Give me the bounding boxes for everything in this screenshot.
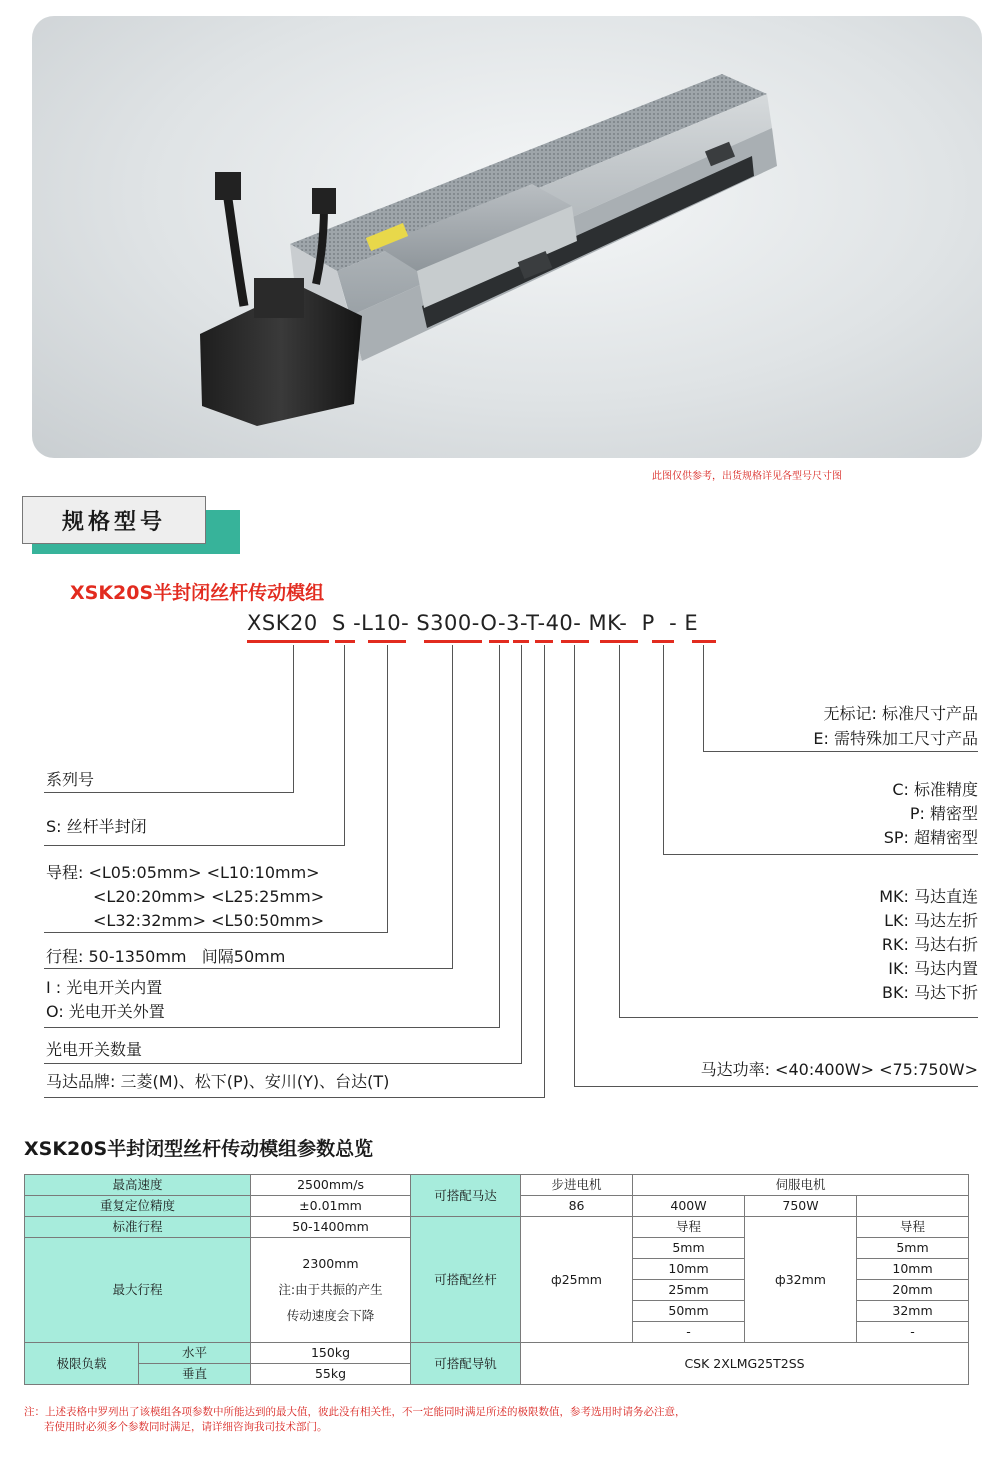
leader-sensorqty-v: [521, 645, 522, 1063]
cell-horizontal-label: 水平: [139, 1343, 251, 1364]
cell-lead-header-b: 导程: [857, 1217, 969, 1238]
label-no-mark: 无标记: 标准尺寸产品: [823, 704, 978, 723]
label-lead-2: <L20:20mm> <L25:25mm>: [93, 887, 325, 906]
cell-dia-b: ф32mm: [745, 1217, 857, 1343]
max-stroke-value: 2300mm: [302, 1256, 359, 1271]
underline-custom: [692, 640, 716, 643]
model-code: XSK20 S -L10- S300-O-3-T-40- MK- P - E: [247, 611, 699, 635]
underline-mount: [600, 640, 638, 643]
cell-lead-a-0: 5mm: [633, 1238, 745, 1259]
leader-custom-v: [703, 645, 704, 751]
cell-dia-a: ф25mm: [521, 1217, 633, 1343]
underline-power: [561, 640, 589, 643]
leader-sensorqty-h: [44, 1063, 522, 1064]
label-c-grade: C: 标准精度: [892, 780, 978, 799]
cell-std-stroke-label: 标准行程: [25, 1217, 251, 1238]
leader-power-h: [574, 1086, 978, 1087]
table-title: XSK20S半封闭型丝杆传动模组参数总览: [24, 1138, 374, 1160]
leader-custom-h: [703, 751, 978, 752]
cell-lead-a-3: 50mm: [633, 1301, 745, 1322]
label-s-type: S: 丝杆半封闭: [46, 817, 147, 836]
cell-servo-400: 400W: [633, 1196, 745, 1217]
underline-sensor: [489, 640, 509, 643]
cell-vertical-label: 垂直: [139, 1364, 251, 1385]
leader-sensor-h: [44, 1027, 500, 1028]
label-stroke: 行程: 50-1350mm 间隔50mm: [46, 947, 286, 966]
underline-precision: [652, 640, 674, 643]
cell-horizontal: 150kg: [251, 1343, 411, 1364]
leader-brand-h: [44, 1097, 545, 1098]
cell-lead-b-3: 32mm: [857, 1301, 969, 1322]
label-sensor-in: I : 光电开关内置: [46, 978, 163, 997]
label-sensor-out: O: 光电开关外置: [46, 1002, 165, 1021]
max-stroke-note-2: 传动速度会下降: [286, 1308, 375, 1323]
product-title: XSK20S半封闭丝杆传动模组: [70, 582, 325, 604]
cell-max-speed-label: 最高速度: [25, 1175, 251, 1196]
cell-lead-a-2: 25mm: [633, 1280, 745, 1301]
underline-lead: [368, 640, 406, 643]
cell-lead-a-1: 10mm: [633, 1259, 745, 1280]
label-series: 系列号: [46, 770, 95, 789]
cell-max-stroke-label: 最大行程: [25, 1238, 251, 1343]
leader-mount-h: [619, 1017, 978, 1018]
cell-lead-b-4: -: [857, 1322, 969, 1343]
leader-stroke-v: [452, 645, 453, 968]
leader-power-v: [574, 645, 575, 1086]
underline-sensor-qty: [513, 640, 529, 643]
cell-motor-label: 可搭配马达: [411, 1175, 521, 1217]
label-bk: BK: 马达下折: [882, 983, 978, 1002]
cell-lead-header-a: 导程: [633, 1217, 745, 1238]
label-e-mark: E: 需特殊加工尺寸产品: [813, 729, 978, 748]
label-lead-1: 导程: <L05:05mm> <L10:10mm>: [46, 863, 320, 882]
label-mk: MK: 马达直连: [879, 887, 978, 906]
linear-module-product-photo: [32, 16, 982, 458]
label-sp-grade: SP: 超精密型: [883, 828, 978, 847]
underline-type: [335, 640, 355, 643]
leader-mount-v: [619, 645, 620, 1017]
label-lead-3: <L32:32mm> <L50:50mm>: [93, 911, 325, 930]
underline-series: [247, 640, 329, 643]
leader-lead-v: [387, 645, 388, 932]
cell-load-label: 极限负载: [25, 1343, 139, 1385]
photo-caption: 此图仅供参考，出货规格详见各型号尺寸图: [652, 471, 842, 482]
underline-brand: [535, 640, 553, 643]
cell-repeat: ±0.01mm: [251, 1196, 411, 1217]
max-stroke-note-1: 注:由于共振的产生: [278, 1282, 383, 1297]
cell-stepper: 步进电机: [521, 1175, 633, 1196]
label-lk: LK: 马达左折: [884, 911, 978, 930]
leader-precision-v: [663, 645, 664, 854]
cell-lead-b-2: 20mm: [857, 1280, 969, 1301]
cell-lead-b-1: 10mm: [857, 1259, 969, 1280]
leader-series-h: [44, 792, 294, 793]
footnote: 注：上述表格中罗列出了该模组各项参数中所能达到的最大值，彼此没有相关性，不一定能同时满足所述的极限数值，参考选用时请务必注意， 若使用时必须多个参数同时满足，请详细咨询我司技术部门。: [24, 1406, 686, 1433]
leader-type-h: [44, 845, 345, 846]
leader-brand-v: [544, 645, 545, 1097]
leader-sensor-v: [499, 645, 500, 1027]
cell-stepper-size: 86: [521, 1196, 633, 1217]
cell-max-speed: 2500mm/s: [251, 1175, 411, 1196]
parameter-table: [24, 1174, 969, 1385]
label-rk: RK: 马达右折: [881, 935, 978, 954]
leader-type-v: [344, 645, 345, 845]
cell-std-stroke: 50-1400mm: [251, 1217, 411, 1238]
leader-series-v: [293, 645, 294, 792]
cell-empty: [857, 1196, 969, 1217]
cell-guide-label: 可搭配导轨: [411, 1343, 521, 1385]
section-heading: 规格型号: [22, 496, 206, 544]
underline-stroke: [424, 640, 482, 643]
cell-guide: CSK 2XLMG25T2SS: [521, 1343, 969, 1385]
cell-servo-750: 750W: [745, 1196, 857, 1217]
cell-servo: 伺服电机: [633, 1175, 969, 1196]
cell-vertical: 55kg: [251, 1364, 411, 1385]
leader-precision-h: [663, 854, 978, 855]
label-sensor-qty: 光电开关数量: [46, 1040, 143, 1059]
label-ik: IK: 马达内置: [888, 959, 978, 978]
label-p-grade: P: 精密型: [909, 804, 978, 823]
cell-screw-label: 可搭配丝杆: [411, 1217, 521, 1343]
cell-max-stroke: [251, 1238, 411, 1343]
cell-lead-a-4: -: [633, 1322, 745, 1343]
product-photo: [32, 16, 982, 458]
cell-repeat-label: 重复定位精度: [25, 1196, 251, 1217]
label-motor-brand: 马达品牌: 三菱(M)、松下(P)、安川(Y)、台达(T): [46, 1072, 390, 1091]
label-power: 马达功率: <40:400W> <75:750W>: [700, 1060, 978, 1079]
cell-lead-b-0: 5mm: [857, 1238, 969, 1259]
